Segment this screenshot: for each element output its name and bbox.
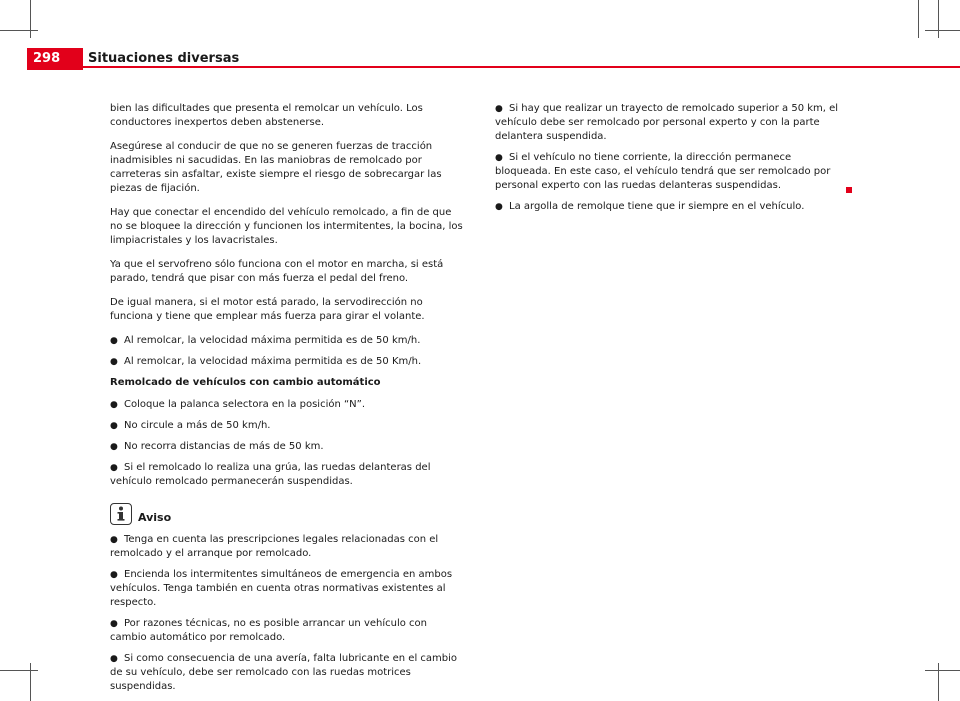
list-item-text: Si como consecuencia de una avería, falta lubricante en el cambio de su vehículo, debe ser remolcado con las ruedas motrices suspendidas.: [110, 653, 458, 692]
subheading: Remolcado de vehículos con cambio automático: [110, 377, 381, 388]
header-rule: [27, 66, 960, 68]
aviso-header: [110, 503, 466, 525]
bullet-icon: ●: [495, 104, 503, 114]
bullet-icon: ●: [495, 153, 503, 163]
list-item-text: La argolla de remolque tiene que ir siempre en el vehículo.: [509, 201, 805, 212]
list-item-text: Si el vehículo no tiene corriente, la dirección permanece bloqueada. En este caso, el vehículo tendrá que ser remolcado por personal experto con las ruedas delanteras suspendidas.: [495, 152, 831, 191]
list-item: [495, 200, 845, 214]
crop-mark: [0, 670, 38, 671]
list-item-text: Si el remolcado lo realiza una grúa, las ruedas delanteras del vehículo remolcado permanecerán suspendidas.: [110, 462, 431, 487]
list-item-text: No circule a más de 50 km/h.: [124, 420, 271, 431]
list-item-text: Encienda los intermitentes simultáneos de emergencia en ambos vehículos. Tenga también en cuenta otras normativas existentes al respecto.: [110, 569, 453, 608]
list-item: [110, 440, 466, 454]
left-column: [110, 102, 466, 701]
crop-mark: [30, 0, 31, 38]
crop-mark: [925, 30, 960, 31]
bullet-icon: ●: [110, 357, 118, 367]
bullet-icon: ●: [110, 336, 118, 346]
bullet-icon: ●: [110, 442, 118, 452]
list-item: [110, 419, 466, 433]
bullet-icon: ●: [110, 400, 118, 410]
bullet-icon: ●: [110, 570, 118, 580]
crop-mark: [0, 30, 38, 31]
end-of-section-mark: [846, 187, 852, 193]
list-item: [110, 533, 466, 561]
list-item-text: Si hay que realizar un trayecto de remolcado superior a 50 km, el vehículo debe ser remolcado por personal experto y con la parte delantera suspendida.: [495, 103, 839, 142]
list-item: [110, 652, 466, 694]
bullet-icon: ●: [110, 463, 118, 473]
bullet-icon: ●: [110, 421, 118, 431]
paragraph: Ya que el servofreno sólo funciona con el motor en marcha, si está parado, tendrá que pisar con más fuerza el pedal del freno.: [110, 259, 444, 284]
list-item: [110, 398, 466, 412]
right-column: [495, 102, 845, 221]
crop-mark: [30, 663, 31, 701]
list-item-text: Por razones técnicas, no es posible arrancar un vehículo con cambio automático por remolcado.: [110, 618, 427, 643]
paragraph: De igual manera, si el motor está parado, la servodirección no funciona y tiene que emplear más fuerza para girar el volante.: [110, 297, 425, 322]
bullet-icon: ●: [110, 535, 118, 545]
list-item-text: Al remolcar, la velocidad máxima permitida es de 50 Km/h.: [124, 356, 422, 367]
crop-mark: [938, 663, 939, 701]
list-item-text: Tenga en cuenta las prescripciones legales relacionadas con el remolcado y el arranque por remolcado.: [110, 534, 439, 559]
crop-mark: [925, 670, 960, 671]
list-item: [110, 355, 466, 369]
list-item: [495, 151, 845, 193]
list-item-text: Al remolcar, la velocidad máxima permitida es de 50 km/h.: [124, 335, 421, 346]
bullet-icon: ●: [495, 202, 503, 212]
bullet-icon: ●: [110, 619, 118, 629]
info-icon: [110, 503, 132, 525]
list-item: [495, 102, 845, 144]
section-title: Situaciones diversas: [88, 51, 240, 66]
page-number: 298: [27, 48, 83, 70]
list-item: [110, 568, 466, 610]
paragraph: Hay que conectar el encendido del vehículo remolcado, a fin de que no se bloquee la dirección y funcionen los intermitentes, la bocina, los limpiacristales y los lavacristales.: [110, 207, 463, 246]
bullet-icon: ●: [110, 654, 118, 664]
crop-mark: [938, 0, 939, 38]
crop-mark: [918, 0, 919, 38]
paragraph: Asegúrese al conducir de que no se generen fuerzas de tracción inadmisibles ni sacudidas. En las maniobras de remolcado por carreteras sin asfaltar, existe siempre el riesgo de sobrecargar las piezas de fijación.: [110, 141, 442, 194]
list-item: [110, 334, 466, 348]
aviso-title: Aviso: [138, 511, 172, 524]
list-item: [110, 617, 466, 645]
list-item-text: No recorra distancias de más de 50 km.: [124, 441, 324, 452]
paragraph: bien las dificultades que presenta el remolcar un vehículo. Los conductores inexpertos deben abstenerse.: [110, 103, 423, 128]
list-item-text: Coloque la palanca selectora en la posición “N”.: [124, 399, 366, 410]
list-item: [110, 461, 466, 489]
